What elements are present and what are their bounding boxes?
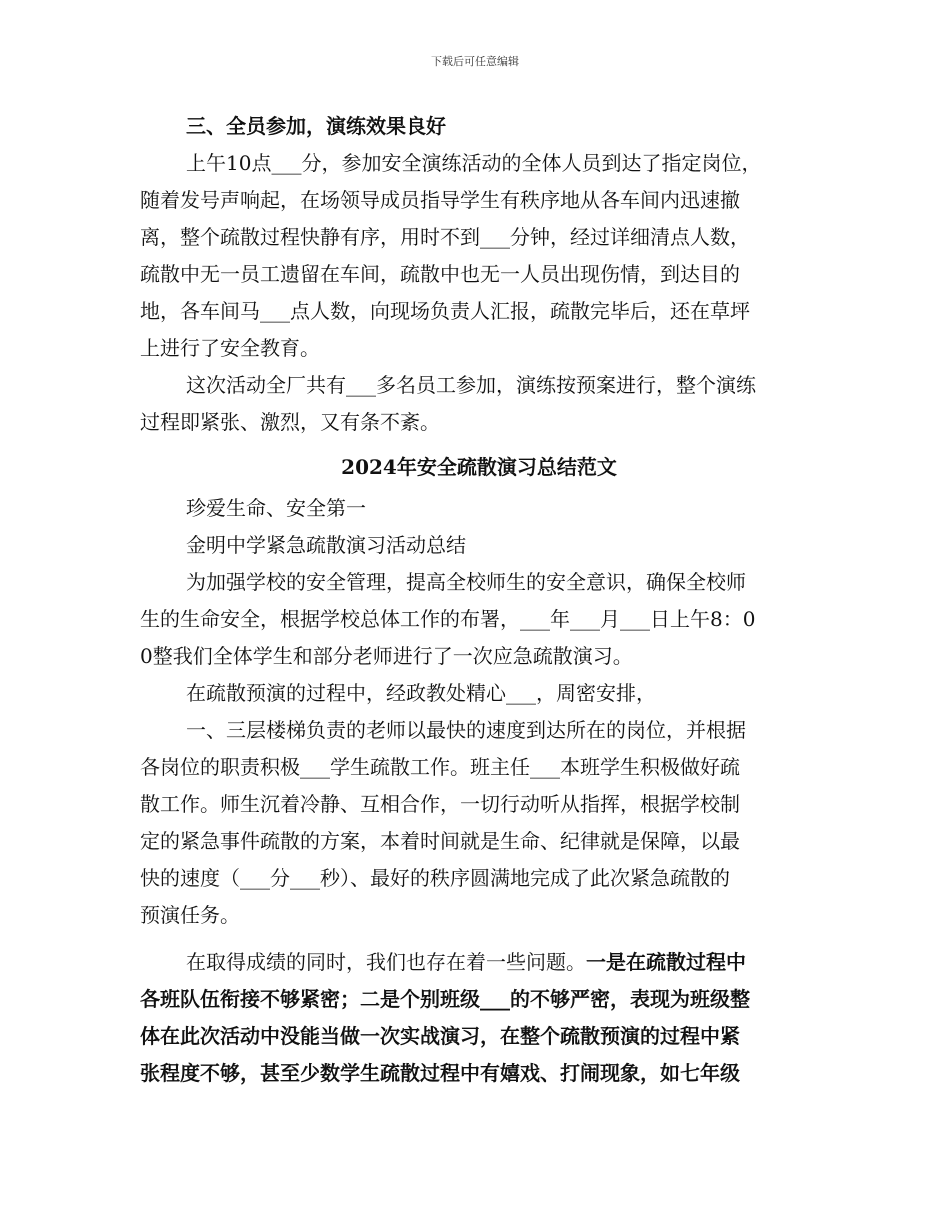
text-line: 生的生命安全，根据学校总体工作的布署，___年___月___日上午8：0 <box>140 607 756 631</box>
section-paragraph-2 <box>140 367 818 441</box>
doc-paragraph-2: 在疏散预演的过程中，经政教处精心___，周密安排， <box>186 681 656 705</box>
text-normal: 在取得成绩的同时，我们也存在着一些问题。 <box>186 950 586 974</box>
text-line: 为加强学校的安全管理，提高全校师生的安全意识，确保全校师 <box>186 570 746 594</box>
text-line: 定的紧急事件疏散的方案，本着时间就是生命、纪律就是保障，以最 <box>140 829 740 853</box>
text-line: 散工作。师生沉着冷静、互相合作，一切行动听从指挥，根据学校制 <box>140 792 740 816</box>
text-line: 地，各车间马___点人数，向现场负责人汇报，疏散完毕后，还在草坪 <box>140 299 750 323</box>
section-paragraph-1 <box>140 145 818 367</box>
document-body <box>140 108 818 1092</box>
text-bold: 一是在疏散过程中 <box>586 950 746 974</box>
text-line: 一、三层楼梯负责的老师以最快的速度到达所在的岗位，并根据 <box>186 718 746 742</box>
text-line: 上进行了安全教育。 <box>140 336 320 360</box>
text-line: 各班队伍衔接不够紧密；二是个别班级___的不够严密，表现为班级整 <box>140 987 750 1011</box>
text-line: 预演任务。 <box>140 903 240 927</box>
text-line: 过程即紧张、激烈，又有条不紊。 <box>140 410 440 434</box>
text-line <box>140 944 818 981</box>
doc-paragraph-1 <box>140 564 818 675</box>
text-line: 0整我们全体学生和部分老师进行了一次应急疏散演习。 <box>140 644 633 668</box>
text-line: 疏散中无一员工遗留在车间，疏散中也无一人员出现伤情，到达目的 <box>140 262 740 286</box>
doc-paragraph-4 <box>140 944 818 1092</box>
text-line: 快的速度（___分___秒）、最好的秩序圆满地完成了此次紧急疏散的 <box>140 866 730 890</box>
text-line: 体在此次活动中没能当做一次实战演习，在整个疏散预演的过程中紧 <box>140 1024 740 1048</box>
text-line: 离，整个疏散过程快静有序，用时不到___分钟，经过详细清点人数， <box>140 225 750 249</box>
document-subtitle: 金明中学紧急疏散演习活动总结 <box>186 533 466 557</box>
text-line: 各岗位的职责积极___学生疏散工作。班主任___本班学生积极做好疏 <box>140 755 740 779</box>
page-header: 下载后可任意编辑 <box>431 55 519 68</box>
document-title: 2024年安全疏散演习总结范文 <box>341 455 617 479</box>
text-line: 随着发号声响起，在场领导成员指导学生有秩序地从各车间内迅速撤 <box>140 188 740 212</box>
section-heading: 三、全员参加，演练效果良好 <box>186 114 446 138</box>
text-line: 上午10点___分，参加安全演练活动的全体人员到达了指定岗位， <box>186 151 762 175</box>
text-line: 张程度不够，甚至少数学生疏散过程中有嬉戏、打闹现象，如七年级 <box>140 1061 740 1085</box>
document-subtitle: 珍爱生命、安全第一 <box>186 496 366 520</box>
doc-paragraph-3 <box>140 712 818 934</box>
text-line: 这次活动全厂共有___多名员工参加，演练按预案进行，整个演练 <box>186 373 756 397</box>
